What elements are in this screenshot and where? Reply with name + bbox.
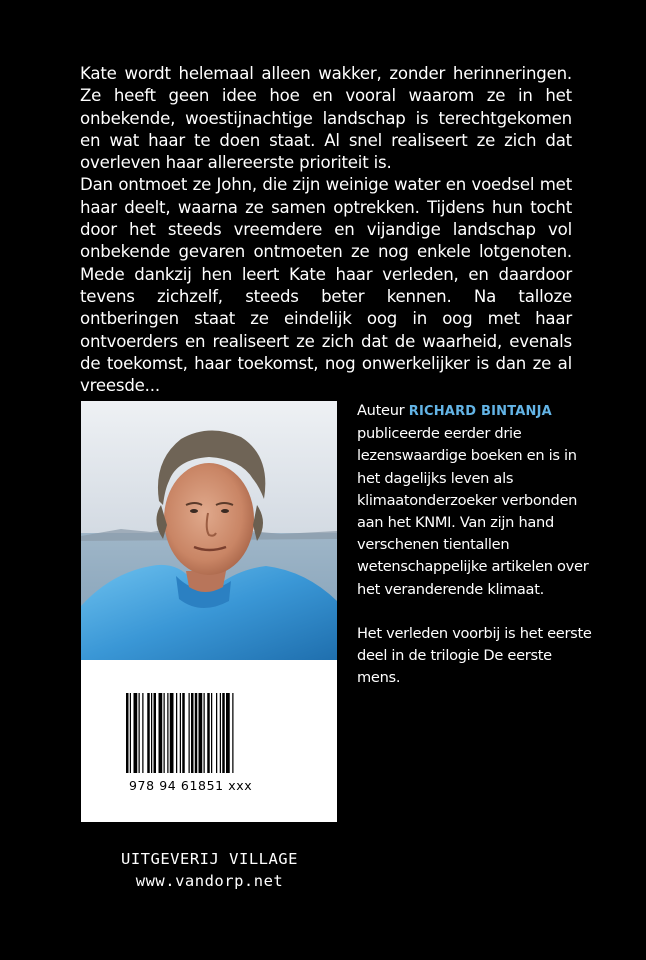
barcode-bar [182,693,185,773]
publisher-website: www.vandorp.net [135,872,284,890]
barcode-bar [164,693,165,773]
barcode-bar [232,693,233,773]
author-prefix: Auteur [357,402,409,419]
barcode-bar [170,693,174,773]
barcode-bar [134,693,138,773]
barcode-bar [126,693,129,773]
blurb-paragraph-2: Dan ontmoet ze John, die zijn weinige water en voedsel met haar deelt, waarna ze samen optrekken. Tijdens hun tocht door het steeds vreemdere en vijandige landschap vol onbekende gevaren ontmoeten ze nog enkele lotgenoten. Mede dankzij hen leert Kate haar verleden, en daardoor tevens zichzelf, steeds beter kennen. Na talloze ontberingen staat ze eindelijk oog in oog met haar ontvoerders en realiseert ze zich dat de waarheid, evenals de toekomst, haar toekomst, nog onwerkelijker is dan ze al vreesde... [80,175,572,396]
barcode-bar [189,693,190,773]
publisher-block [112,848,307,892]
author-paragraph [357,400,597,601]
author-bio [357,400,597,711]
barcode-bar [154,693,157,773]
barcode-bar [226,693,230,773]
barcode-bar [216,693,217,773]
barcode-bar [220,693,221,773]
barcode-panel [81,660,337,822]
barcode-bar [180,693,181,773]
barcode-bar [176,693,177,773]
author-description: publiceerde eerder drie lezenswaardige boeken en is in het dagelijks leven als klimaatonderzoeker verbonden aan het KNMI. Van zijn hand verschenen tientallen wetenschappelijke artikelen over het veranderende klimaat. [357,425,589,598]
barcode-bar [139,693,140,773]
author-name: RICHARD BINTANJA [408,404,552,419]
barcode-bar [159,693,163,773]
barcode-bar [211,693,212,773]
back-cover-blurb [80,63,572,397]
barcode-bar [191,693,194,773]
publisher-name: UITGEVERIJ VILLAGE [121,850,298,868]
barcode-bar [222,693,225,773]
author-photo [81,401,337,660]
barcode-bar [207,693,210,773]
barcode-bar [195,693,198,773]
barcode-bar [204,693,205,773]
barcode-bar [147,693,150,773]
barcode-bar [199,693,203,773]
barcode-bar [151,693,152,773]
barcode-bar [130,693,131,773]
barcode-bar [142,693,143,773]
barcode [126,693,292,773]
barcode-bar [167,693,168,773]
isbn-number: 978 94 61851 xxx [129,778,253,793]
series-paragraph: Het verleden voorbij is het eerste deel in de trilogie De eerste mens. [357,624,592,687]
blurb-paragraph-1: Kate wordt helemaal alleen wakker, zonder herinneringen. Ze heeft geen idee hoe en vooral waarom ze in het onbekende, woestijnachtige landschap is terechtgekomen en wat haar te doen staat. Al snel realiseert ze zich dat overleven haar allereerste prioriteit is. [80,64,572,173]
